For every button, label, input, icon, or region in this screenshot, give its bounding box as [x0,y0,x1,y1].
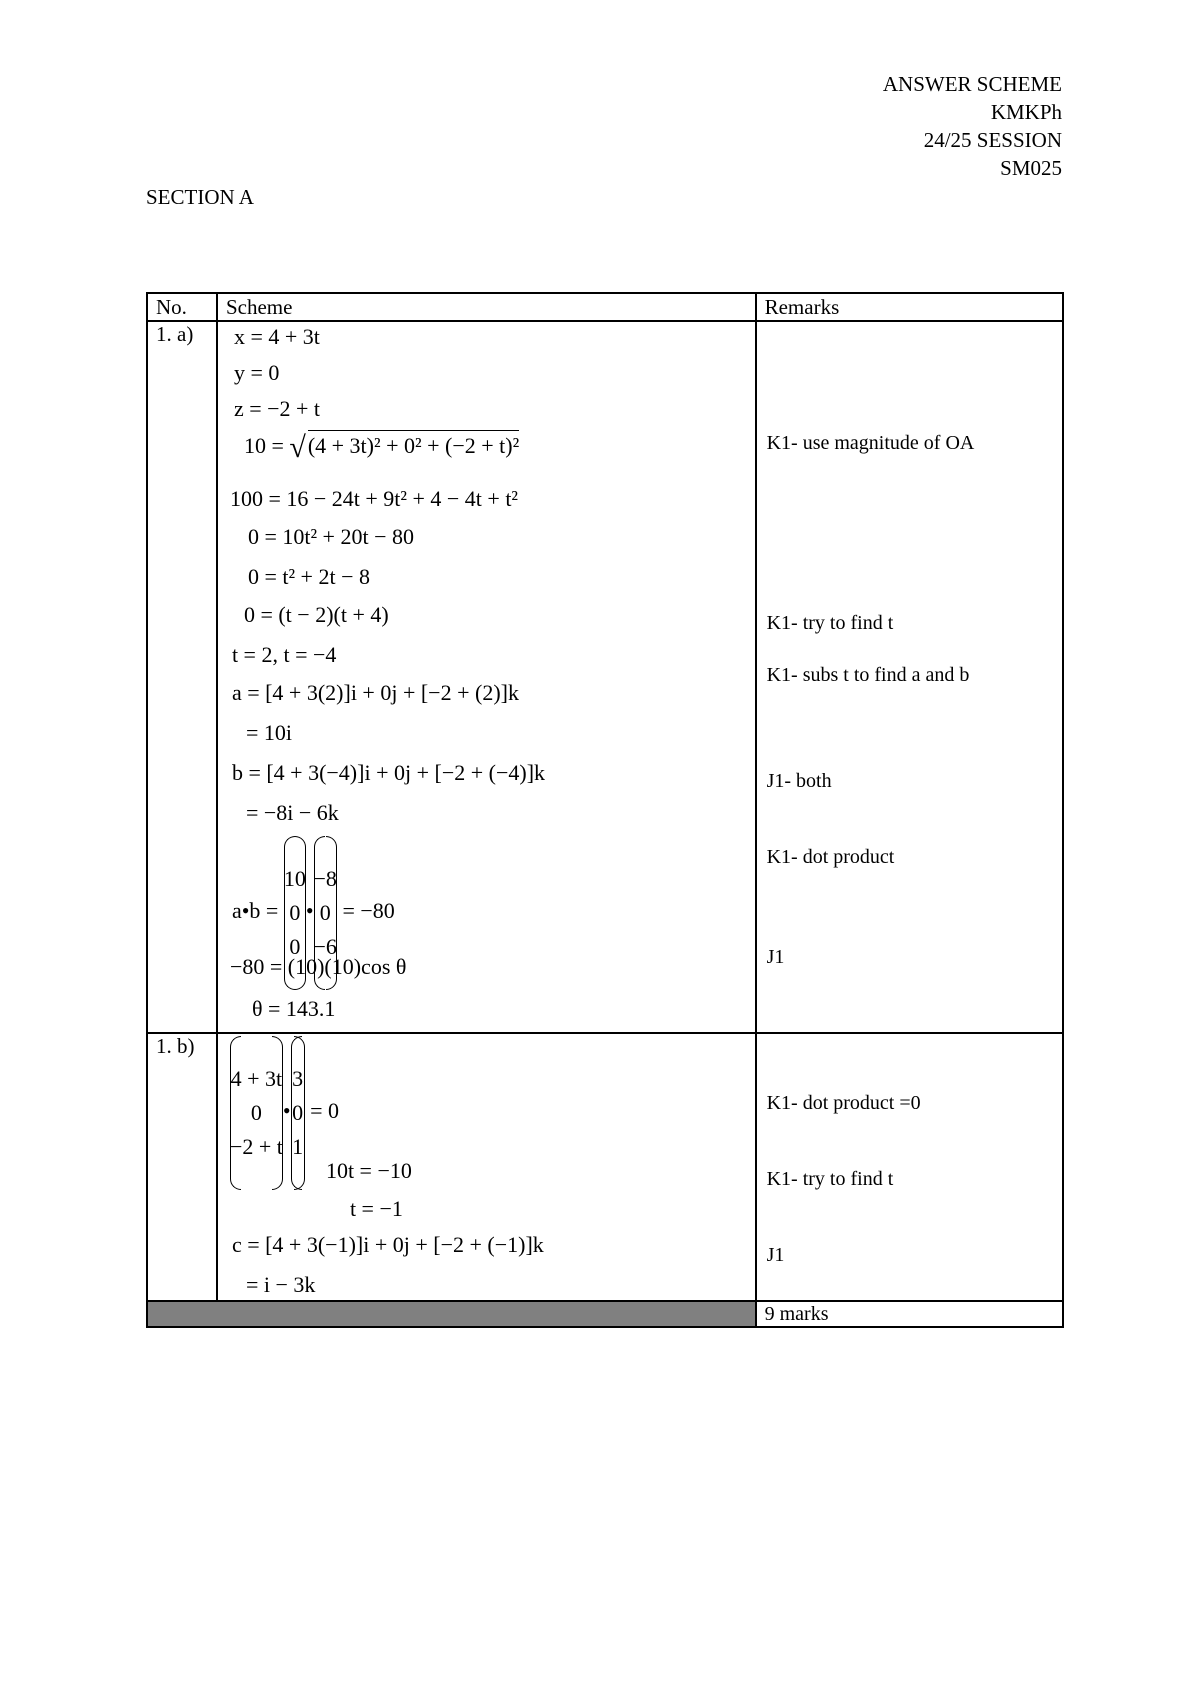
working-line: t = 2, t = −4 [231,642,337,667]
table-row-q1a [147,321,1063,1033]
remarks-cell-q1a [756,321,1063,1033]
working-line: = i − 3k [245,1272,316,1297]
header-code: KMKPh [990,100,1062,124]
column-vector: 4 + 3t 0 −2 + t [230,1036,283,1190]
table-total-row [147,1301,1063,1327]
column-header-remarks: Remarks [756,293,1063,321]
working-line: 100 = 16 − 24t + 9t² + 4 − 4t + t² [229,486,519,511]
remark: K1- subs t to find a and b [766,664,970,686]
column-vector: 10 0 0 [284,836,306,990]
header-course: SM025 [1000,156,1062,180]
working-line: 10t = −10 [325,1158,412,1183]
question-number: 1. b) [147,1033,217,1301]
working-line: z = −2 + t [233,396,321,421]
vector-b-line: b = [4 + 3(−4)]i + 0j + [−2 + (−4)]k [231,760,546,785]
scheme-cell-q1a [217,321,756,1033]
table-row-q1b [147,1033,1063,1301]
remark: K1- dot product =0 [766,1092,921,1114]
working-line: 0 = 10t² + 20t − 80 [247,524,414,549]
column-header-no: No. [147,293,217,321]
header-session: 24/25 SESSION [923,128,1062,152]
column-vector: 3 0 1 [291,1036,305,1190]
dot-product-zero-equation: 4 + 3t 0 −2 + t • 3 0 1 = 0 [230,1036,339,1190]
dot-product-equation: a•b = 10 0 0 • −8 0 −6 = −80 [232,836,395,990]
question-number: 1. a) [147,321,217,1033]
total-marks: 9 marks [756,1301,1063,1327]
remarks-cell-q1b [756,1033,1063,1301]
answer-scheme-table [146,292,1064,1328]
working-line: x = 4 + 3t [233,324,320,349]
header-title: ANSWER SCHEME [882,72,1062,96]
working-line: t = −1 [349,1196,403,1221]
remark: K1- dot product [766,846,895,868]
working-line: = −8i − 6k [245,800,339,825]
sqrt-icon: √ [289,431,306,464]
shaded-cell [147,1301,756,1327]
working-line: y = 0 [233,360,280,385]
vector-c-line: c = [4 + 3(−1)]i + 0j + [−2 + (−1)]k [231,1232,544,1257]
scheme-cell-q1b [217,1033,756,1301]
vector-a-line: a = [4 + 3(2)]i + 0j + [−2 + (2)]k [231,680,519,705]
remark: J1- both [766,770,832,792]
magnitude-equation: 10 = √(4 + 3t)² + 0² + (−2 + t)² [243,431,520,464]
working-line: 0 = t² + 2t − 8 [247,564,370,589]
column-vector: −8 0 −6 [314,836,337,990]
remark: K1- try to find t [766,1168,894,1190]
remark: J1 [766,1244,785,1266]
working-line: θ = 143.1 [251,996,336,1021]
section-title: SECTION A [146,185,254,209]
remark: K1- use magnitude of OA [766,432,975,454]
remark: K1- try to find t [766,612,894,634]
sqrt-content: (4 + 3t)² + 0² + (−2 + t)² [308,430,519,459]
column-header-scheme: Scheme [217,293,756,321]
table-header-row [147,293,1063,321]
working-line: = 10i [245,720,292,745]
remark: J1 [766,946,785,968]
working-line: −80 = (10)(10)cos θ [229,954,407,979]
working-line: 0 = (t − 2)(t + 4) [243,602,389,627]
document-header [883,70,1062,182]
